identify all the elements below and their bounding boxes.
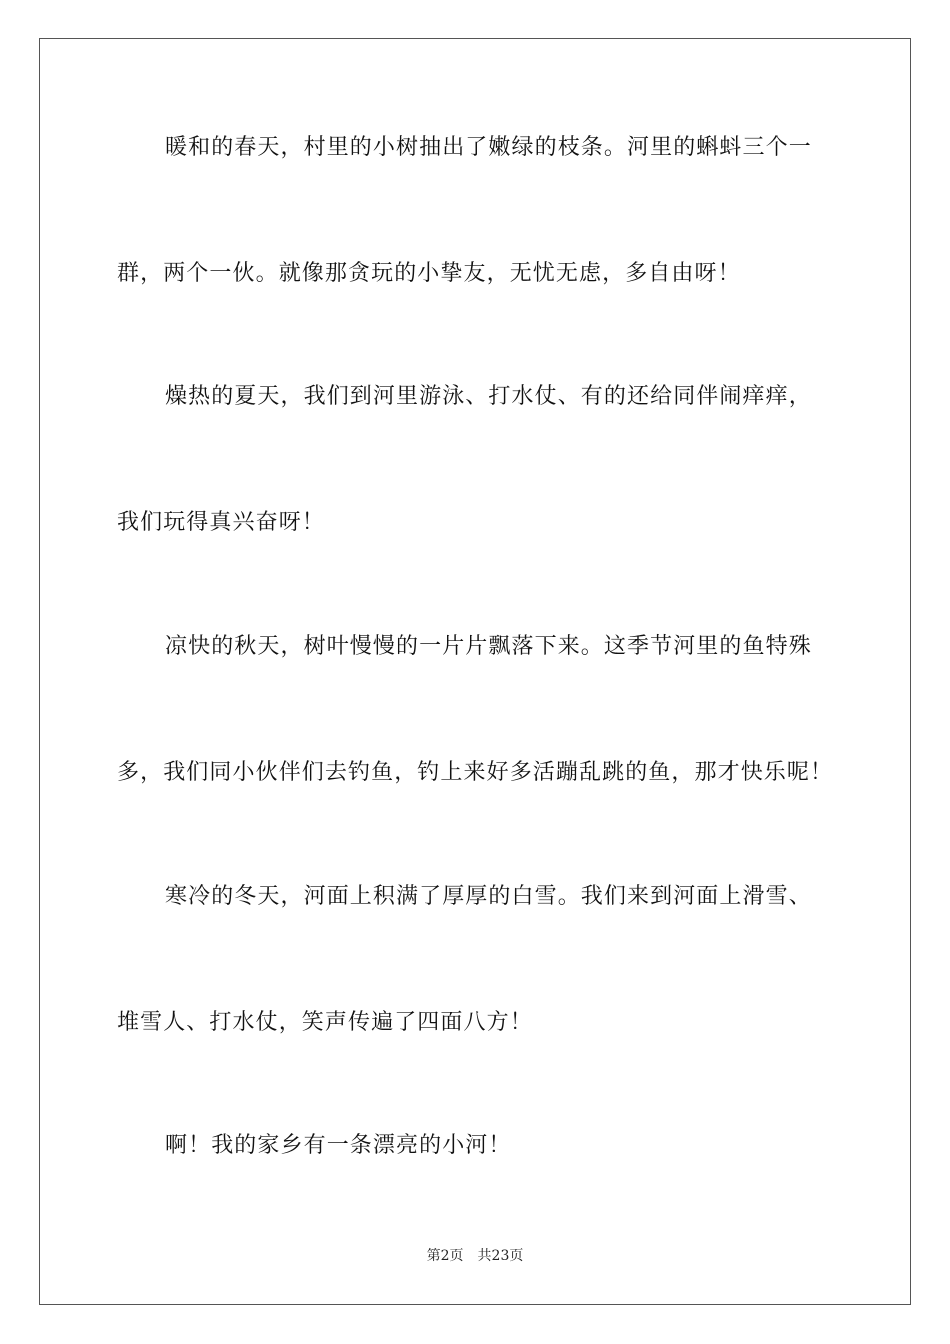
page-number: 第2页: [426, 1248, 464, 1264]
paragraph-4-line-2: 堆雪人、打水仗，笑声传遍了四面八方！: [117, 1010, 533, 1035]
paragraph-5-line-1: 啊！我的家乡有一条漂亮的小河！: [165, 1133, 512, 1158]
paragraph-4-line-1: 寒冷的冬天，河面上积满了厚厚的白雪。我们来到河面上滑雪、: [165, 884, 812, 909]
page-total: 共23页: [477, 1248, 524, 1264]
paragraph-2-line-1: 燥热的夏天，我们到河里游泳、打水仗、有的还给同伴闹痒痒，: [165, 384, 812, 409]
paragraph-2-line-2: 我们玩得真兴奋呀！: [117, 510, 325, 535]
page-footer: [0, 1246, 950, 1266]
page-border: [39, 38, 911, 1305]
paragraph-1-line-2: 群，两个一伙。就像那贪玩的小挚友，无忧无虑，多自由呀！: [117, 261, 741, 286]
paragraph-3-line-2: 多，我们同小伙伴们去钓鱼，钓上来好多活蹦乱跳的鱼，那才快乐呢！: [117, 760, 834, 785]
paragraph-3-line-1: 凉快的秋天，树叶慢慢的一片片飘落下来。这季节河里的鱼特殊: [165, 634, 812, 659]
paragraph-1-line-1: 暖和的春天，村里的小树抽出了嫩绿的枝条。河里的蝌蚪三个一: [165, 135, 812, 160]
